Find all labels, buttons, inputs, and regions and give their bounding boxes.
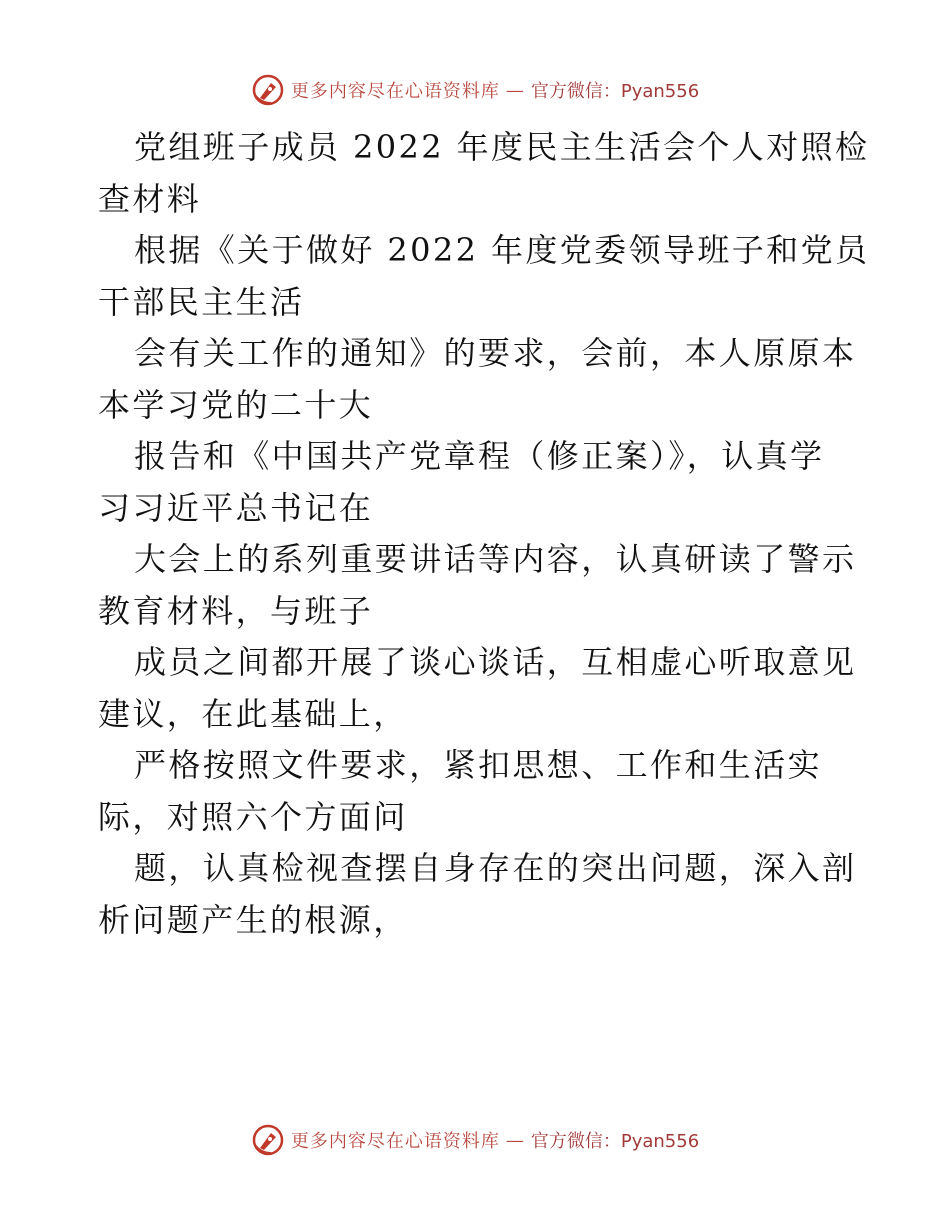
text-line: 报告和《中国共产党章程（修正案）》，认真学 (134, 437, 825, 475)
text-line: 题，认真检视查摆自身存在的突出问题，深入剖 (134, 849, 857, 887)
banner-contact: 官方微信：Pyan556 (530, 1131, 700, 1152)
document-body (98, 122, 870, 946)
text-line: 查材料 (98, 179, 202, 218)
pen-nib-circle-icon (251, 73, 285, 107)
text-line: 党组班子成员 2022 年度民主生活会个人对照检 (134, 128, 870, 166)
header-banner (0, 70, 950, 110)
footer-banner (0, 1120, 950, 1160)
text-line: 会有关工作的通知》的要求，会前，本人原原本 (134, 334, 857, 372)
banner-separator: — (505, 1129, 525, 1151)
pen-nib-circle-icon (251, 1123, 285, 1157)
text-line: 成员之间都开展了谈心谈话，互相虚心听取意见 (134, 643, 857, 681)
text-line: 本学习党的二十大 (98, 385, 374, 424)
banner-title: 更多内容尽在心语资料库 (290, 81, 500, 102)
text-line: 根据《关于做好 2022 年度党委领导班子和党员 (134, 231, 870, 269)
text-line: 干部民主生活 (98, 282, 305, 321)
banner-title: 更多内容尽在心语资料库 (290, 1131, 500, 1152)
text-line: 习习近平总书记在 (98, 488, 374, 527)
text-line: 教育材料，与班子 (98, 591, 374, 630)
banner-separator: — (505, 79, 525, 101)
text-line: 际，对照六个方面问 (98, 797, 408, 836)
banner-contact: 官方微信：Pyan556 (530, 81, 700, 102)
text-line: 析问题产生的根源， (98, 900, 408, 939)
text-line: 建议，在此基础上， (98, 694, 408, 733)
text-line: 大会上的系列重要讲话等内容，认真研读了警示 (134, 540, 857, 578)
text-line: 严格按照文件要求，紧扣思想、工作和生活实 (134, 746, 823, 784)
